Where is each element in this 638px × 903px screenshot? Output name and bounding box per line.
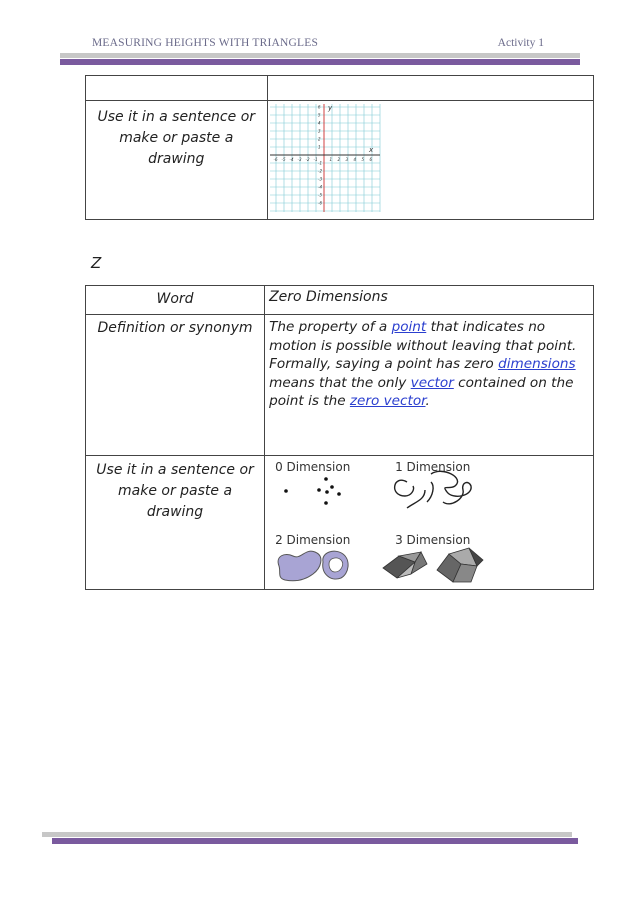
table1-empty-left xyxy=(86,76,268,101)
definition-part-4: contained on the point is the xyxy=(269,374,574,409)
label-0-dimension: 0 Dimension xyxy=(275,460,351,474)
vocab-table-zero-dimensions xyxy=(85,285,594,590)
dimensions-drawing-cell xyxy=(265,456,594,590)
table1-empty-right xyxy=(267,76,593,101)
table1-graph-cell xyxy=(267,101,593,220)
label-2-dimension: 2 Dimension xyxy=(275,533,351,547)
page-header xyxy=(92,37,544,53)
x-tick-label: 6 xyxy=(369,157,372,162)
definition-part-3: means that the only xyxy=(269,374,411,391)
section-letter: Z xyxy=(91,254,102,272)
dimensions-illustration xyxy=(265,456,592,590)
definition-label-cell xyxy=(86,315,265,456)
coordinate-grid xyxy=(268,102,384,214)
y-tick-label: -3 xyxy=(317,176,322,182)
x-tick-label: 4 xyxy=(353,157,356,162)
header-divider-purple xyxy=(60,59,580,65)
table1-use-label: Use it in a sentence or make or paste a drawing xyxy=(97,109,256,167)
definition-label: Definition or synonym xyxy=(97,320,253,336)
two-dimension-blob xyxy=(278,551,321,581)
y-axis-label: y xyxy=(327,104,332,112)
link-dimensions[interactable]: dimensions xyxy=(498,356,576,372)
x-axis-label: x xyxy=(368,146,373,154)
x-tick-label: 5 xyxy=(361,157,364,162)
three-dimension-solids xyxy=(383,548,483,582)
x-tick-label: 1 xyxy=(329,157,332,162)
x-tick-label: -3 xyxy=(297,157,302,162)
y-tick-label: -5 xyxy=(317,192,322,198)
zero-dimension-points xyxy=(284,477,341,505)
link-zero-vector[interactable]: zero vector xyxy=(349,393,426,409)
y-tick-label: 6 xyxy=(317,104,321,110)
x-tick-label: 3 xyxy=(345,157,348,162)
y-tick-label: -2 xyxy=(317,168,322,174)
x-tick-label: 2 xyxy=(337,157,340,162)
word-label: Word xyxy=(156,291,194,307)
definition-cell xyxy=(265,315,594,456)
definition-part-2: that indicates no motion is possible without leaving that point. Formally, saying a point has zero xyxy=(269,319,577,372)
x-tick-label: -1 xyxy=(313,157,318,162)
x-tick-label: -6 xyxy=(273,157,278,162)
y-tick-label: -4 xyxy=(317,184,322,190)
label-1-dimension: 1 Dimension xyxy=(395,460,471,474)
y-tick-label: 4 xyxy=(317,120,321,126)
table1-use-label-cell xyxy=(86,101,268,220)
y-tick-label: 2 xyxy=(317,136,321,142)
y-tick-label: -1 xyxy=(317,160,322,166)
dimensions-figure xyxy=(265,456,592,590)
one-dimension-curves xyxy=(395,471,472,508)
use-label-cell xyxy=(86,456,265,590)
word-label-cell xyxy=(86,286,265,315)
vocab-table-prev xyxy=(85,75,594,220)
header-title: MEASURING HEIGHTS WITH TRIANGLES xyxy=(92,37,319,49)
word-value: Zero Dimensions xyxy=(269,289,388,305)
x-tick-label: -5 xyxy=(281,157,286,162)
definition-part-5: . xyxy=(425,393,430,409)
footer-divider-purple xyxy=(52,838,578,844)
two-dimension-ring-hole xyxy=(329,558,343,572)
header-activity: Activity 1 xyxy=(497,37,544,49)
y-tick-label: 3 xyxy=(317,128,321,134)
footer-divider-gray xyxy=(42,832,572,837)
y-tick-label: 5 xyxy=(317,112,321,118)
header-divider-gray xyxy=(60,53,580,58)
link-point[interactable]: point xyxy=(391,319,427,335)
word-value-cell xyxy=(265,286,594,315)
definition-text xyxy=(265,315,593,411)
use-label: Use it in a sentence or make or paste a drawing xyxy=(96,462,254,520)
y-tick-label: -6 xyxy=(317,200,322,206)
x-tick-label: -2 xyxy=(305,157,310,162)
label-3-dimension: 3 Dimension xyxy=(395,533,471,547)
y-tick-label: 1 xyxy=(317,144,321,150)
x-tick-label: -4 xyxy=(289,157,294,162)
definition-part-1: The property of a xyxy=(269,319,392,335)
link-vector[interactable]: vector xyxy=(410,374,454,391)
